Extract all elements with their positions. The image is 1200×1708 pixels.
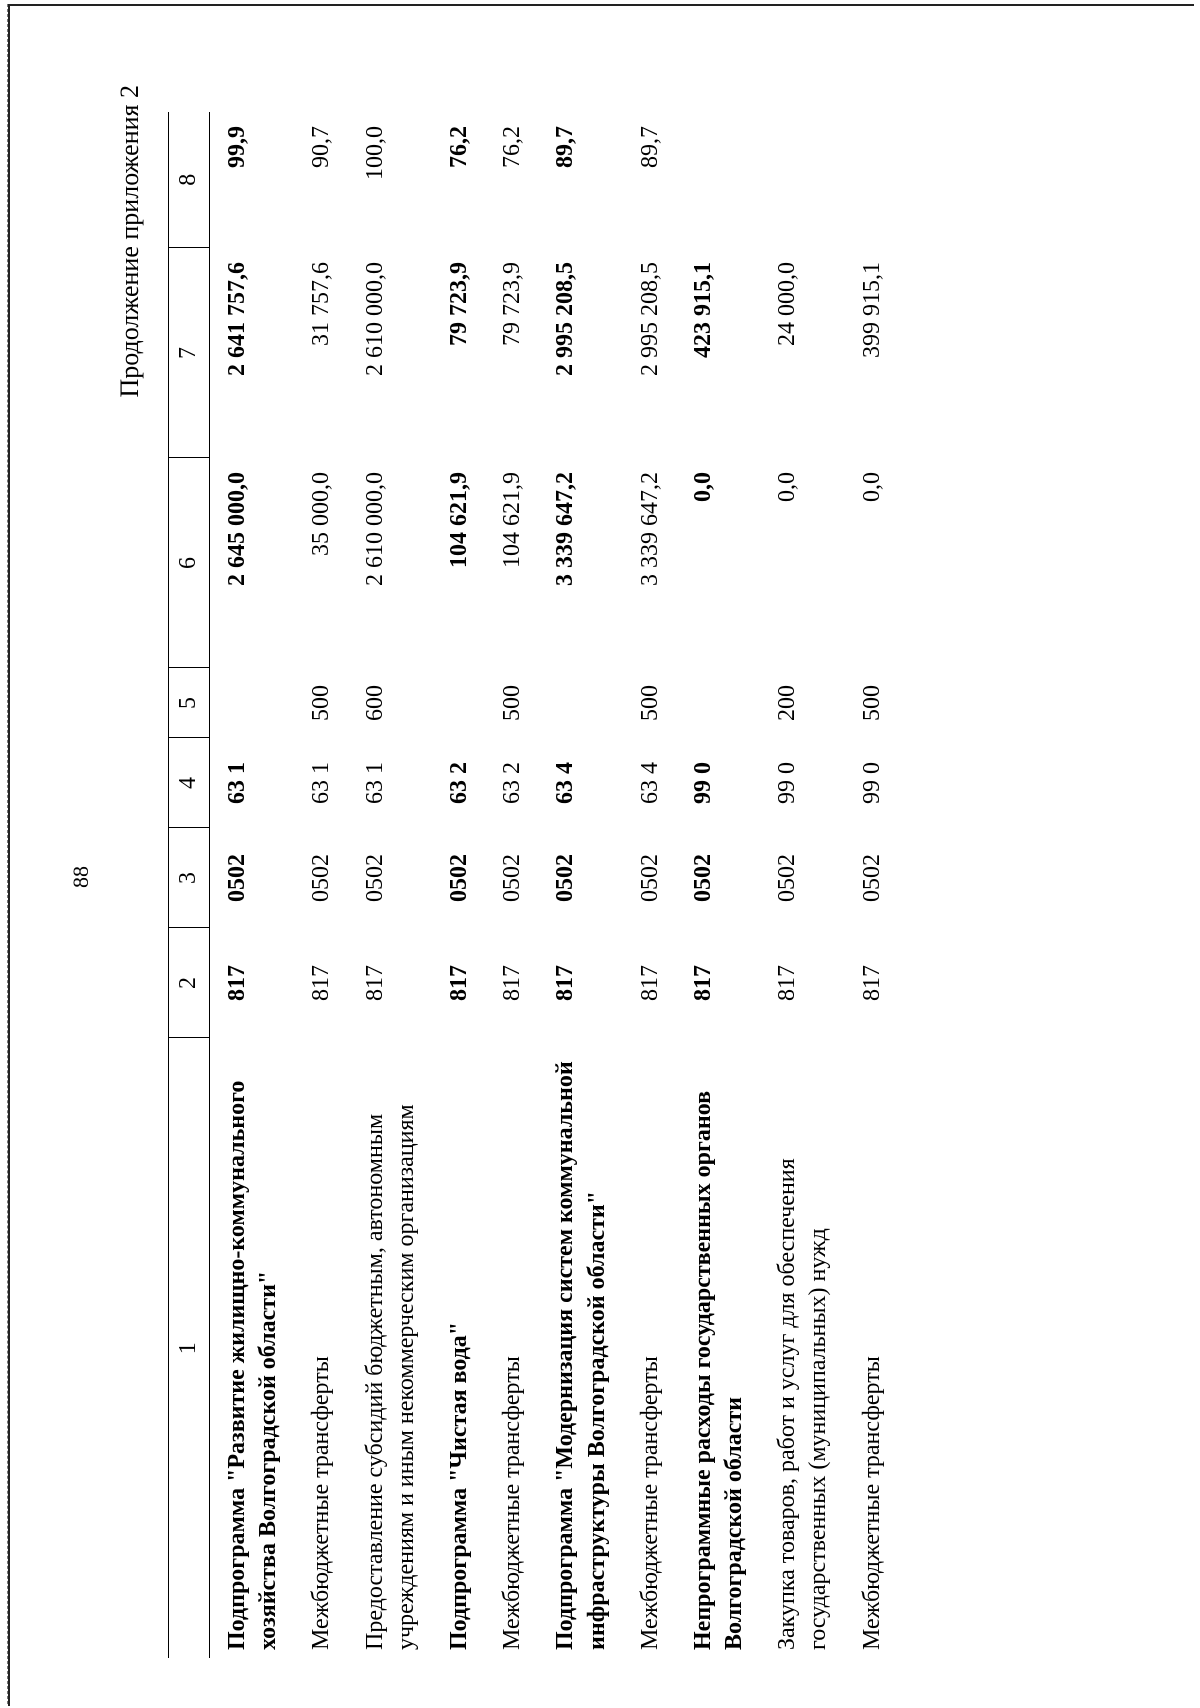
row-col-7: 2 995 208,5	[636, 262, 663, 376]
row-col-4: 99 0	[689, 762, 716, 804]
header-row	[169, 112, 210, 1658]
row-col-5: 500	[499, 685, 526, 721]
row-col-8: 90,7	[308, 126, 335, 168]
row-name: Межбюджетные трансферты	[636, 1356, 663, 1650]
continuation-note: Продолжение приложения 2	[115, 85, 144, 398]
row-col-2: 817	[774, 965, 801, 1001]
header-col-6: 6	[169, 458, 210, 668]
row-col-8: 89,7	[636, 126, 663, 168]
row-col-2: 817	[224, 965, 250, 1001]
row-col-7: 79 723,9	[445, 262, 472, 346]
row-col-2: 817	[499, 965, 526, 1001]
table-row	[623, 112, 676, 1658]
row-col-8	[676, 112, 760, 248]
row-col-4: 63 4	[552, 762, 579, 804]
header-col-7: 7	[169, 248, 210, 458]
row-col-7: 2 610 000,0	[361, 262, 388, 376]
header-col-4: 4	[169, 738, 210, 828]
row-col-5	[432, 668, 485, 738]
row-col-4: 63 1	[224, 762, 250, 804]
row-col-2: 817	[858, 965, 885, 1001]
row-col-6: 2 610 000,0	[361, 472, 388, 586]
row-col-8: 76,2	[499, 126, 526, 168]
header-col-2: 2	[169, 928, 210, 1038]
row-col-8: 89,7	[552, 126, 579, 168]
header-col-8: 8	[169, 112, 210, 248]
row-col-5: 500	[636, 685, 663, 721]
row-col-2: 817	[361, 965, 388, 1001]
row-col-5: 600	[361, 685, 388, 721]
row-col-3: 0502	[774, 854, 801, 902]
header-col-3: 3	[169, 828, 210, 928]
row-col-3: 0502	[361, 854, 388, 902]
row-col-7: 31 757,6	[308, 262, 335, 346]
row-col-7: 79 723,9	[499, 262, 526, 346]
row-col-5	[538, 668, 622, 738]
row-col-3: 0502	[308, 854, 335, 902]
row-col-7: 2 641 757,6	[224, 262, 250, 376]
table-row	[538, 112, 622, 1658]
row-col-2: 817	[445, 965, 472, 1001]
row-name: Межбюджетные трансферты	[858, 1356, 885, 1650]
row-col-6: 3 339 647,2	[636, 472, 663, 586]
row-col-3: 0502	[224, 854, 250, 902]
row-col-3: 0502	[636, 854, 663, 902]
row-col-6: 2 645 000,0	[224, 472, 250, 586]
row-col-8: 100,0	[361, 126, 388, 180]
row-col-4: 63 2	[499, 762, 526, 804]
row-col-3: 0502	[445, 854, 472, 902]
table-row	[348, 112, 432, 1658]
row-name: Подпрограмма "Модернизация систем коммунальной инфраструктуры Волгоградской области"	[552, 1061, 610, 1650]
row-col-6: 104 621,9	[499, 472, 526, 568]
row-col-2: 817	[636, 965, 663, 1001]
row-col-6: 0,0	[774, 472, 801, 502]
page-number: 88	[68, 866, 93, 888]
row-col-7: 423 915,1	[689, 262, 716, 358]
row-col-2: 817	[689, 965, 716, 1001]
row-col-4: 63 4	[636, 762, 663, 804]
row-col-6: 3 339 647,2	[552, 472, 579, 586]
row-col-3: 0502	[689, 854, 716, 902]
table-body	[210, 112, 898, 1658]
row-col-3: 0502	[858, 854, 885, 902]
row-col-5	[676, 668, 760, 738]
table-row	[760, 112, 844, 1658]
budget-table-container	[168, 112, 898, 1658]
row-col-4: 99 0	[774, 762, 801, 804]
row-col-3: 0502	[499, 854, 526, 902]
row-col-5: 200	[774, 685, 801, 721]
table-row	[294, 112, 347, 1658]
table-row	[432, 112, 485, 1658]
row-name: Закупка товаров, работ и услуг для обеспечения государственных (муниципальных) нужд	[774, 1158, 832, 1650]
row-col-6: 104 621,9	[445, 472, 472, 568]
header-col-1: 1	[169, 1038, 210, 1658]
row-col-5: 500	[308, 685, 335, 721]
row-col-8	[760, 112, 844, 248]
row-name: Подпрограмма "Развитие жилищно-коммунального хозяйства Волгоградской области"	[224, 1080, 282, 1650]
table-row	[676, 112, 760, 1658]
table-row	[485, 112, 538, 1658]
row-col-6: 0,0	[858, 472, 885, 502]
row-col-6: 0,0	[689, 472, 716, 502]
row-name: Межбюджетные трансферты	[499, 1356, 526, 1650]
row-col-8: 76,2	[445, 126, 472, 168]
row-name: Предоставление субсидий бюджетным, автономным учреждениям и иным некоммерческим организациям	[361, 1104, 419, 1650]
row-col-8	[845, 112, 898, 248]
row-col-2: 817	[552, 965, 579, 1001]
row-col-7: 399 915,1	[858, 262, 885, 358]
row-name: Межбюджетные трансферты	[308, 1356, 335, 1650]
row-col-4: 99 0	[858, 762, 885, 804]
row-col-3: 0502	[552, 854, 579, 902]
row-name: Непрограммные расходы государственных органов Волгоградской области	[689, 1090, 748, 1650]
row-col-5	[210, 668, 295, 738]
row-col-2: 817	[308, 965, 335, 1001]
row-col-4: 63 1	[361, 762, 388, 804]
row-name: Подпрограмма "Чистая вода"	[445, 1321, 472, 1650]
table-row	[210, 112, 295, 1658]
budget-table	[168, 112, 898, 1658]
header-col-5: 5	[169, 668, 210, 738]
row-col-5: 500	[858, 685, 885, 721]
row-col-8: 99,9	[224, 126, 250, 168]
row-col-4: 63 2	[445, 762, 472, 804]
row-col-4: 63 1	[308, 762, 335, 804]
table-row	[845, 112, 898, 1658]
row-col-7: 2 995 208,5	[552, 262, 579, 376]
row-col-6: 35 000,0	[308, 472, 335, 556]
row-col-7: 24 000,0	[774, 262, 801, 346]
